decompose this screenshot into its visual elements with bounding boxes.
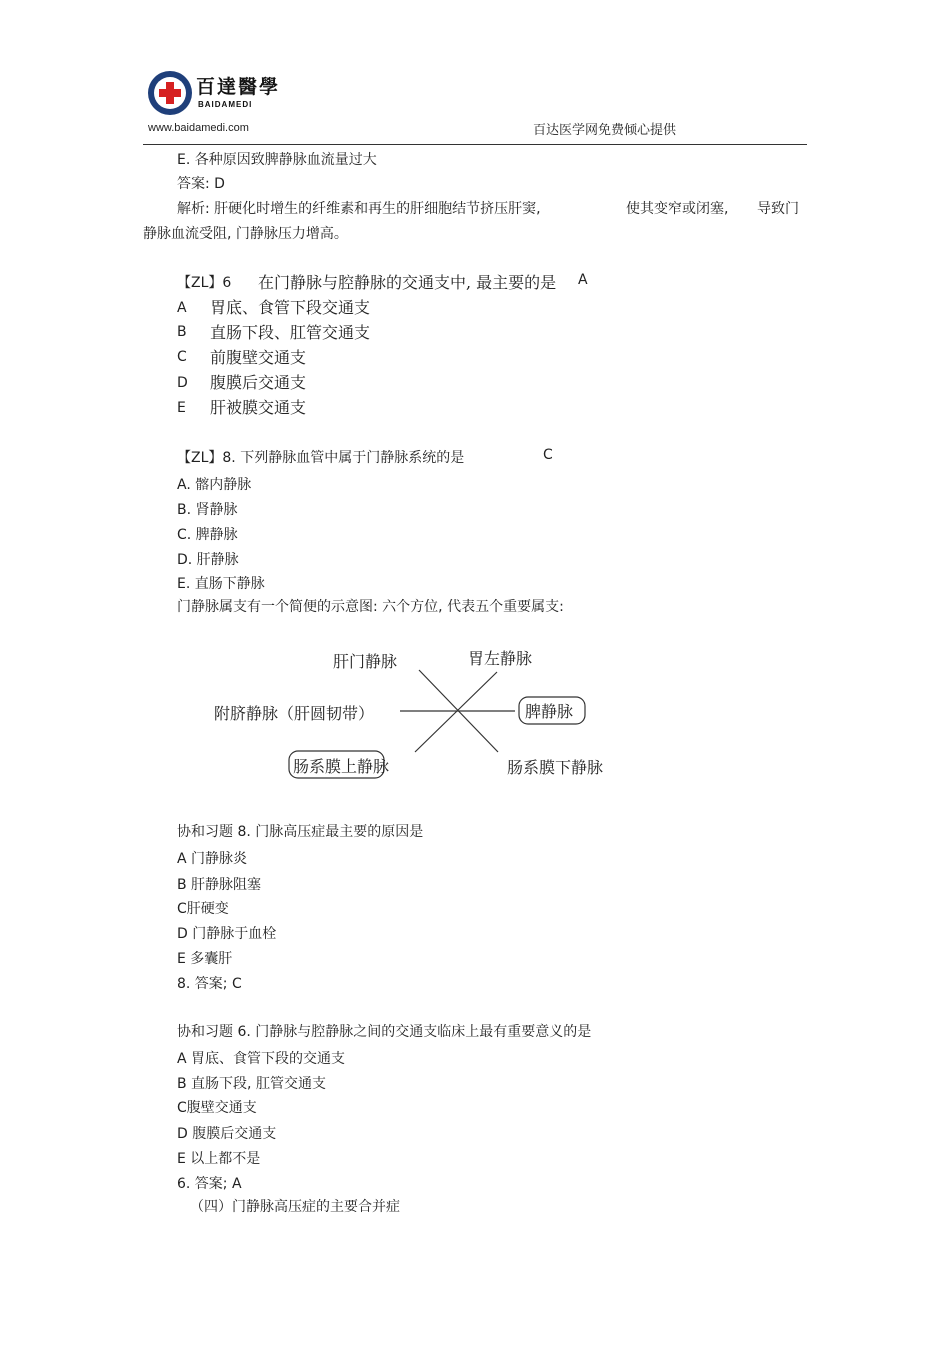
q8-option: E. 直肠下静脉: [177, 576, 265, 592]
q6-option-text: 腹膜后交通支: [210, 373, 307, 392]
q8-option: D. 肝静脉: [177, 552, 239, 568]
q6-option-letter: C: [177, 349, 187, 365]
q8-stem: 【ZL】8. 下列静脉血管中属于门静脉系统的是: [177, 450, 465, 466]
xiehe8-stem: 协和习题 8. 门脉高压症最主要的原因是: [177, 824, 424, 840]
q6-option-text: 肝被膜交通支: [210, 398, 307, 417]
q6-option-text: 直肠下段、肛管交通支: [210, 323, 371, 342]
xiehe8-option: E 多囊肝: [177, 951, 233, 967]
xiehe6-option: D 腹膜后交通支: [177, 1126, 277, 1142]
q8-answer: C: [543, 447, 553, 463]
option-e-text: E. 各种原因致脾静脉血流量过大: [177, 152, 377, 168]
analysis-line-1a: 解析: 肝硬化时增生的纤维素和再生的肝细胞结节挤压肝窦,: [177, 201, 541, 217]
xiehe8-answer: 8. 答案; C: [177, 976, 242, 992]
q6-option-text: 胃底、食管下段交通支: [210, 298, 371, 317]
q8-option: A. 髂内静脉: [177, 477, 252, 493]
label-superior-mesenteric-vein: 肠系膜上静脉: [293, 757, 390, 776]
diagram-intro: 门静脉属支有一个简便的示意图: 六个方位, 代表五个重要属支:: [177, 599, 564, 615]
q6-option-letter: B: [177, 324, 187, 340]
logo-chinese-name: 百達醫學: [196, 76, 281, 98]
xiehe8-option: B 肝静脉阻塞: [177, 877, 262, 893]
xiehe8-option: D 门静脉于血栓: [177, 926, 277, 942]
q6-option-letter: D: [177, 375, 188, 391]
xiehe6-option: A 胃底、食管下段的交通支: [177, 1051, 346, 1067]
xiehe6-stem: 协和习题 6. 门静脉与腔静脉之间的交通支临床上最有重要意义的是: [177, 1024, 592, 1040]
q6-stem: 在门静脉与腔静脉的交通支中, 最主要的是: [258, 273, 557, 292]
answer-text: 答案: D: [177, 176, 225, 192]
section-title: （四）门静脉高压症的主要合并症: [190, 1199, 400, 1215]
site-url[interactable]: www.baidamedi.com: [148, 122, 249, 134]
q8-option: C. 脾静脉: [177, 527, 238, 543]
q6-option-letter: A: [177, 300, 187, 316]
xiehe8-option: A 门静脉炎: [177, 851, 248, 867]
label-splenic-vein: 脾静脉: [525, 702, 574, 721]
xiehe6-option: E 以上都不是: [177, 1151, 261, 1167]
q8-option: B. 肾静脉: [177, 502, 238, 518]
label-hepatic-portal-vein: 肝门静脉: [333, 652, 398, 671]
xiehe8-option: C肝硬变: [177, 901, 229, 917]
label-inferior-mesenteric-vein: 肠系膜下静脉: [507, 758, 604, 777]
site-slogan: 百达医学网免费倾心提供: [533, 123, 677, 138]
label-left-gastric-vein: 胃左静脉: [468, 649, 533, 668]
xiehe6-option: B 直肠下段, 肛管交通支: [177, 1076, 326, 1092]
logo-english-name: BAIDAMEDI: [198, 100, 253, 109]
label-paraumbilical-vein: 附脐静脉（肝圆韧带）: [214, 704, 375, 723]
analysis-line-1c: 导致门: [757, 201, 799, 217]
diagram-line-diag2: [415, 672, 497, 752]
q6-prefix: 【ZL】6: [177, 275, 232, 291]
xiehe6-answer: 6. 答案; A: [177, 1176, 242, 1192]
q6-option-letter: E: [177, 400, 186, 416]
analysis-line-1b: 使其变窄或闭塞,: [626, 201, 729, 217]
analysis-line-2: 静脉血流受阻, 门静脉压力增高。: [143, 226, 348, 242]
q6-answer: A: [578, 272, 588, 288]
q6-option-text: 前腹壁交通支: [210, 348, 307, 367]
xiehe6-option: C腹壁交通支: [177, 1100, 257, 1116]
